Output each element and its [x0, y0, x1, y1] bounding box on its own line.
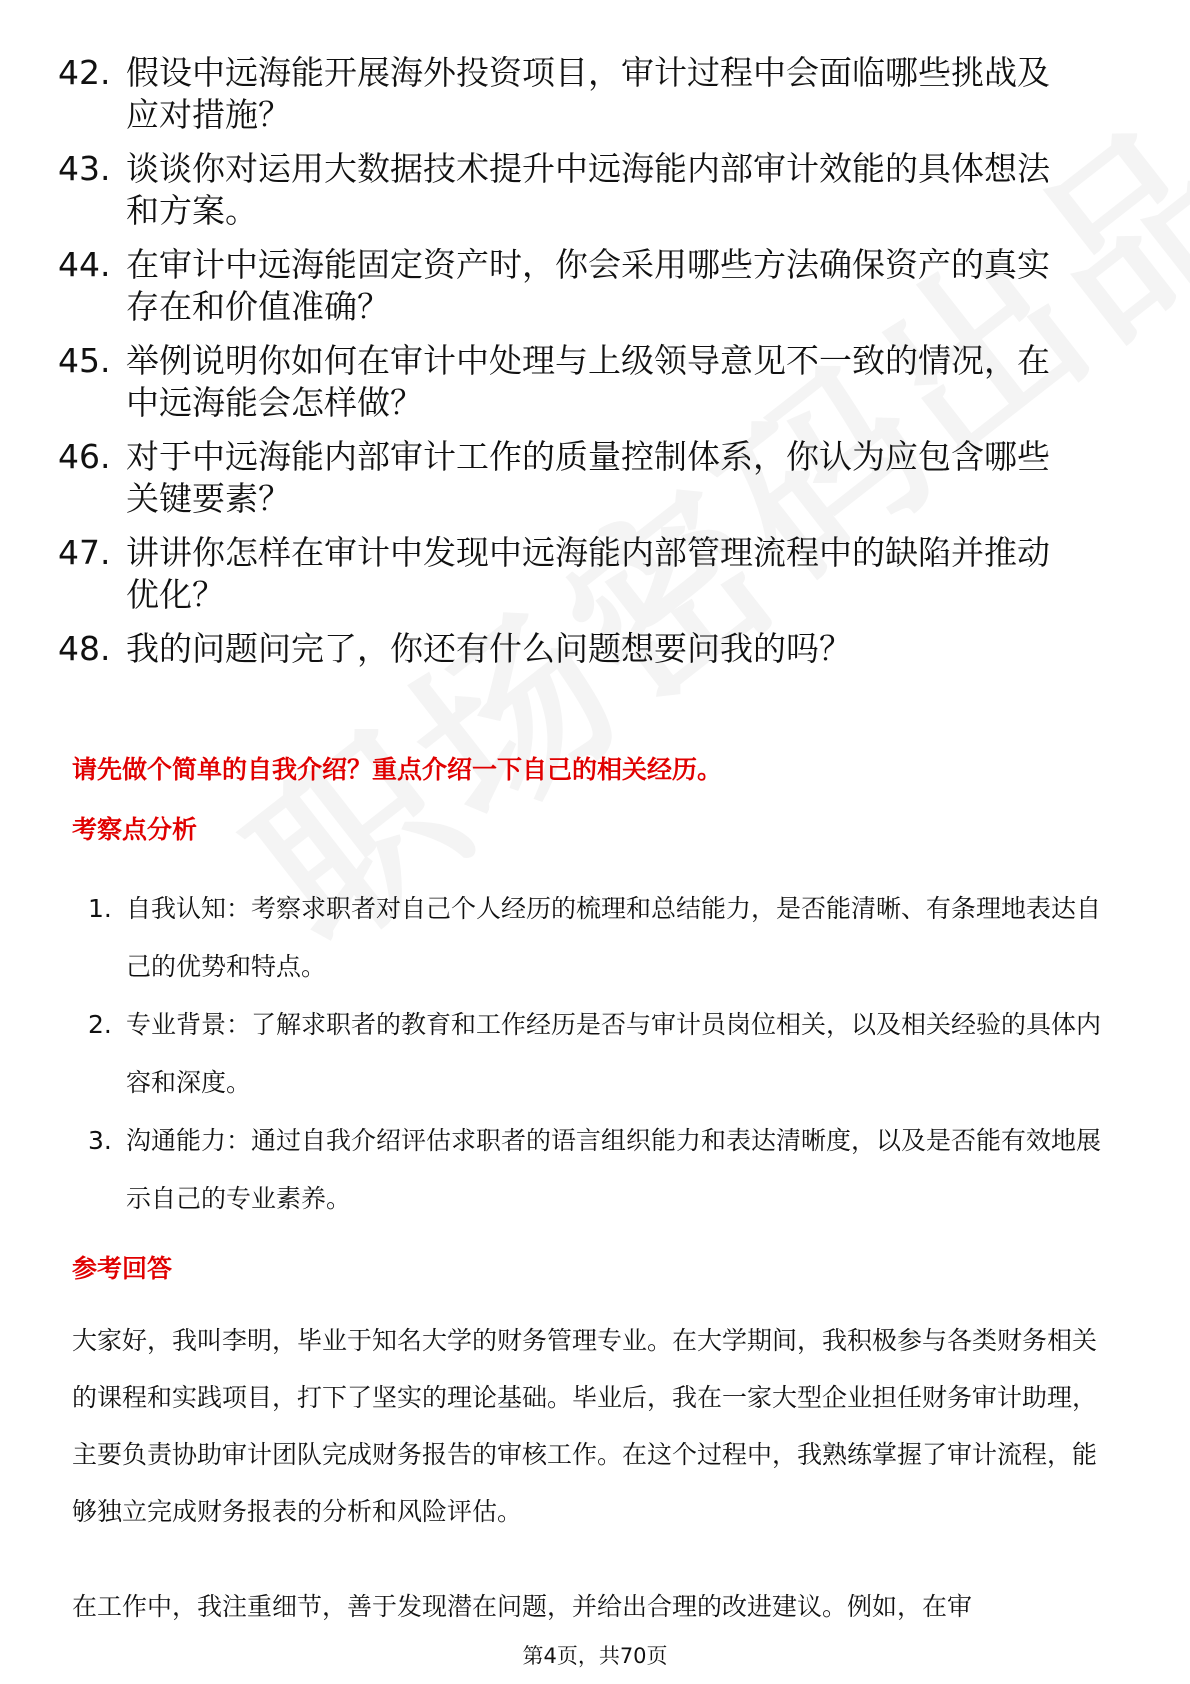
question-number: 46.: [58, 437, 111, 476]
question-item: [58, 340, 1118, 424]
section-question: 请先做个简单的自我介绍？重点介绍一下自己的相关经历。: [72, 755, 723, 784]
point-text: 专业背景：了解求职者的教育和工作经历是否与审计员岗位相关，以及相关经验的具体内容和深度。: [126, 1010, 1102, 1097]
analysis-point: [88, 880, 1118, 996]
question-number: 44.: [58, 245, 111, 284]
answer-paragraph: 在工作中，我注重细节，善于发现潜在问题，并给出合理的改进建议。例如，在审: [72, 1592, 973, 1621]
analysis-points: [88, 880, 1118, 1228]
question-item: [58, 628, 1118, 670]
question-number: 43.: [58, 149, 111, 188]
point-number: 1.: [88, 894, 112, 923]
question-number: 42.: [58, 53, 111, 92]
point-text: 沟通能力：通过自我介绍评估求职者的语言组织能力和表达清晰度，以及是否能有效地展示自己的专业素养。: [126, 1126, 1102, 1213]
question-item: [58, 436, 1118, 520]
question-item: [58, 244, 1118, 328]
question-item: [58, 148, 1118, 232]
answer-paragraph: 大家好，我叫李明，毕业于知名大学的财务管理专业。在大学期间，我积极参与各类财务相关的课程和实践项目，打下了坚实的理论基础。毕业后，我在一家大型企业担任财务审计助理，主要负责协助审计团队完成财务报告的审核工作。在这个过程中，我熟练掌握了审计流程，能够独立完成财务报表的分析和风险评估。: [72, 1326, 1098, 1526]
question-text: 我的问题问完了，你还有什么问题想要问我的吗？: [126, 629, 852, 668]
point-text: 自我认知：考察求职者对自己个人经历的梳理和总结能力，是否能清晰、有条理地表达自己的优势和特点。: [126, 894, 1102, 981]
analysis-point: [88, 996, 1118, 1112]
question-item: [58, 532, 1118, 616]
question-number: 45.: [58, 341, 111, 380]
reference-heading: 参考回答: [72, 1254, 173, 1283]
question-list: [58, 52, 1118, 682]
analysis-heading: 考察点分析: [72, 815, 198, 844]
point-number: 3.: [88, 1126, 112, 1155]
question-text: 在审计中远海能固定资产时，你会采用哪些方法确保资产的真实存在和价值准确？: [126, 245, 1050, 326]
question-number: 48.: [58, 629, 111, 668]
question-text: 对于中远海能内部审计工作的质量控制体系，你认为应包含哪些关键要素？: [126, 437, 1050, 518]
question-number: 47.: [58, 533, 111, 572]
analysis-point: [88, 1112, 1118, 1228]
question-item: [58, 52, 1118, 136]
point-number: 2.: [88, 1010, 112, 1039]
question-text: 讲讲你怎样在审计中发现中远海能内部管理流程中的缺陷并推动优化？: [126, 533, 1050, 614]
question-text: 谈谈你对运用大数据技术提升中远海能内部审计效能的具体想法和方案。: [126, 149, 1050, 230]
page-footer: 第4页，共70页: [522, 1644, 668, 1668]
question-text: 假设中远海能开展海外投资项目，审计过程中会面临哪些挑战及应对措施？: [126, 53, 1050, 134]
question-text: 举例说明你如何在审计中处理与上级领导意见不一致的情况，在中远海能会怎样做？: [126, 341, 1050, 422]
